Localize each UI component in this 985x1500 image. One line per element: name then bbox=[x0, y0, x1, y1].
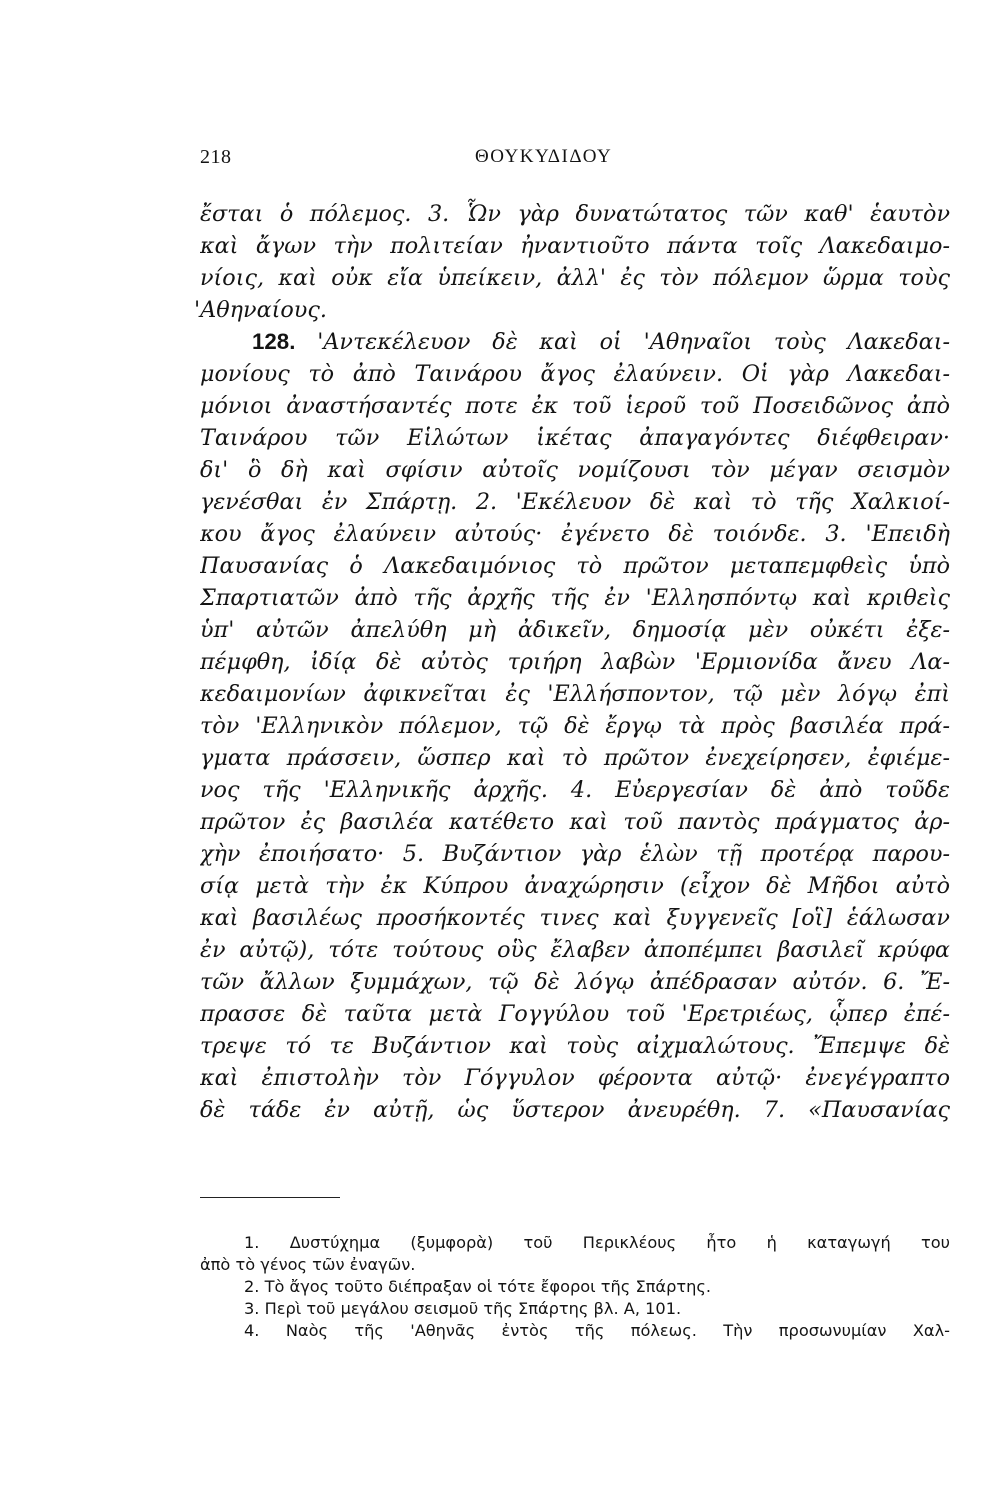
text-line: γενέσθαι ἐν Σπάρτῃ. 2. 'Εκέλευον δὲ καὶ τὸ τῆς Χαλκιοί- bbox=[200, 489, 950, 515]
text-line: Ταινάρου τῶν Εἱλώτων ἱκέτας ἀπαγαγόντες διέφθειραν· bbox=[200, 425, 950, 451]
text-line: κου ἄγος ἐλαύνειν αὐτούς· ἐγένετο δὲ τοιόνδε. 3. 'Επειδὴ bbox=[200, 521, 950, 547]
footnotes bbox=[200, 1232, 950, 1342]
text-line: καὶ ἐπιστολὴν τὸν Γόγγυλον φέροντα αὐτῷ· ἐνεγέγραπτο bbox=[200, 1065, 950, 1091]
page-number: 218 bbox=[200, 146, 232, 168]
text-line: ὑπ' αὐτῶν ἀπελύθη μὴ ἀδικεῖν, δημοσίᾳ μὲν οὐκέτι ἐξε- bbox=[200, 617, 950, 643]
text-line: μονίους τὸ ἀπὸ Ταινάρου ἄγος ἐλαύνειν. Οἱ γὰρ Λακεδαι- bbox=[200, 361, 950, 387]
text-line: ἔσται ὁ πόλεμος. 3. Ὧν γὰρ δυνατώτατος τῶν καθ' ἑαυτὸν bbox=[200, 201, 950, 227]
footnote-4: 4. Ναὸς τῆς 'Αθηνᾶς ἐντὸς τῆς πόλεως. Τὴν προσωνυμίαν Χαλ- bbox=[244, 1321, 950, 1340]
text-line: χὴν ἐποιήσατο· 5. Βυζάντιον γὰρ ἑλὼν τῇ προτέρᾳ παρου- bbox=[200, 841, 950, 867]
text-line: πέμφθη, ἰδίᾳ δὲ αὐτὸς τριήρη λαβὼν 'Ερμιονίδα ἄνευ Λα- bbox=[200, 649, 950, 675]
footnote-1: 1. Δυστύχημα (ξυμφορὰ) τοῦ Περικλέους ἦτο ἡ καταγωγή του bbox=[244, 1233, 950, 1252]
text-line: 'Αντεκέλευον δὲ καὶ οἱ 'Αθηναῖοι τοὺς Λακεδαι- bbox=[317, 329, 950, 355]
text-line: νος τῆς 'Ελληνικῆς ἀρχῆς. 4. Εὐεργεσίαν δὲ ἀπὸ τοῦδε bbox=[200, 777, 950, 803]
page-header bbox=[200, 146, 950, 176]
text-line: πρῶτον ἐς βασιλέα κατέθετο καὶ τοῦ παντὸς πράγματος ἀρ- bbox=[200, 809, 950, 835]
text-line: πρασσε δὲ ταῦτα μετὰ Γογγύλου τοῦ 'Ερετριέως, ᾧπερ ἐπέ- bbox=[200, 1001, 950, 1027]
text-line: νίοις, καὶ οὐκ εἴα ὑπείκειν, ἀλλ' ἐς τὸν πόλεμον ὥρμα τοὺς bbox=[200, 265, 950, 291]
footnote-3: 3. Περὶ τοῦ μεγάλου σεισμοῦ τῆς Σπάρτης βλ. Α, 101. bbox=[244, 1299, 682, 1318]
text-line: τὸν 'Ελληνικὸν πόλεμον, τῷ δὲ ἔργῳ τὰ πρὸς βασιλέα πρά- bbox=[200, 713, 950, 739]
running-title: ΘΟΥΚΥΔΙΔΟΥ bbox=[475, 146, 613, 167]
text-line: τρεψε τό τε Βυζάντιον καὶ τοὺς αἰχμαλώτους. Ἔπεμψε δὲ bbox=[200, 1033, 950, 1059]
text-line: μόνιοι ἀναστήσαντές ποτε ἐκ τοῦ ἱεροῦ τοῦ Ποσειδῶνος ἀπὸ bbox=[200, 393, 950, 419]
footnote-divider bbox=[200, 1197, 340, 1198]
footnote-2: 2. Τὸ ἄγος τοῦτο διέπραξαν οἱ τότε ἔφοροι τῆς Σπάρτης. bbox=[244, 1277, 712, 1296]
text-line: καὶ ἄγων τὴν πολιτείαν ἠναντιοῦτο πάντα τοῖς Λακεδαιμο- bbox=[200, 233, 950, 259]
chapter-line bbox=[200, 326, 950, 358]
text-line: τῶν ἄλλων ξυμμάχων, τῷ δὲ λόγῳ ἀπέδρασαν αὐτόν. 6. Ἔ- bbox=[200, 969, 950, 995]
text-line: Σπαρτιατῶν ἀπὸ τῆς ἀρχῆς τῆς ἐν 'Ελλησπόντῳ καὶ κριθεὶς bbox=[200, 585, 950, 611]
text-line: Παυσανίας ὁ Λακεδαιμόνιος τὸ πρῶτον μεταπεμφθεὶς ὑπὸ bbox=[200, 553, 950, 579]
text-line: 'Αθηναίους. bbox=[194, 297, 327, 323]
text-line: σίᾳ μετὰ τὴν ἐκ Κύπρου ἀναχώρησιν (εἶχον δὲ Μῆδοι αὐτὸ bbox=[200, 873, 950, 899]
text-line: γματα πράσσειν, ὥσπερ καὶ τὸ πρῶτον ἐνεχείρησεν, ἐφιέμε- bbox=[200, 745, 950, 771]
text-line: δι' ὃ δὴ καὶ σφίσιν αὐτοῖς νομίζουσι τὸν μέγαν σεισμὸν bbox=[200, 457, 950, 483]
text-line: καὶ βασιλέως προσήκοντές τινες καὶ ξυγγενεῖς [οἳ] ἑάλωσαν bbox=[200, 905, 950, 931]
text-line: κεδαιμονίων ἀφικνεῖται ἐς 'Ελλήσποντον, τῷ μὲν λόγῳ ἐπὶ bbox=[200, 681, 950, 707]
chapter-number: 128. bbox=[252, 329, 296, 354]
footnote-1-continuation: ἀπὸ τὸ γένος τῶν ἐναγῶν. bbox=[200, 1255, 416, 1274]
text-line: ἐν αὐτῷ), τότε τούτους οὓς ἔλαβεν ἀποπέμπει βασιλεῖ κρύφα bbox=[200, 937, 950, 963]
text-line: δὲ τάδε ἐν αὐτῇ, ὡς ὕστερον ἀνευρέθη. 7. «Παυσανίας bbox=[200, 1097, 950, 1123]
main-text bbox=[194, 198, 950, 1126]
